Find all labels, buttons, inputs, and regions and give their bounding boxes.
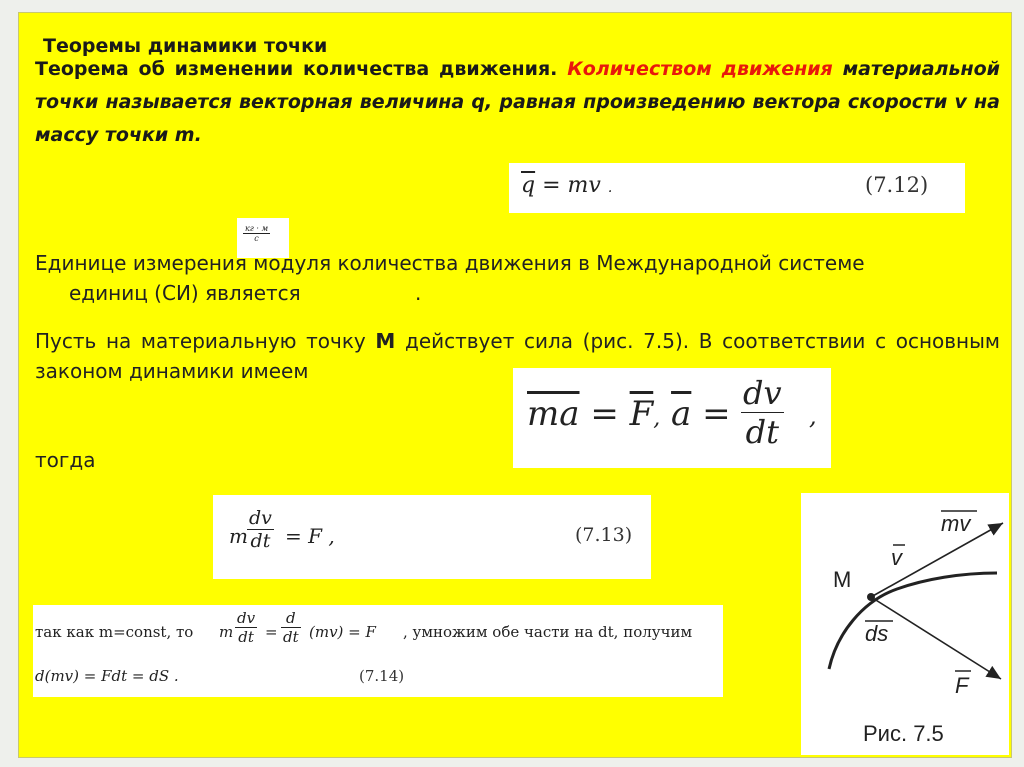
- label-m: M: [833, 567, 852, 592]
- theorem-paragraph: [35, 53, 1000, 152]
- eq-comma-2: ,: [809, 402, 817, 430]
- eq-force: $\overline{F}$: [629, 394, 654, 434]
- force-text-2: действует сила (рис. 7.5). В соответствии с основным законом динамики имеем: [35, 329, 1001, 383]
- unit-line-1: Единице измерения модуля количества движения в Международной системе: [35, 251, 865, 275]
- unit-line-2-text: единиц (СИ) является: [69, 281, 301, 305]
- theorem-name: Теорема об изменении количества движения.: [35, 58, 558, 80]
- eq14-denominator-2: dt: [283, 628, 299, 646]
- trajectory-curve: [829, 573, 997, 669]
- eq-rhs: = mv: [542, 173, 601, 198]
- slide: [18, 12, 1012, 758]
- figure-7-5: [801, 493, 1009, 755]
- eq-accel: $\overline{a}$: [671, 394, 692, 434]
- label-ds: ds: [865, 621, 889, 646]
- eq14-denominator-1: dt: [238, 628, 254, 646]
- eq14-equals: =: [265, 623, 278, 641]
- eq13-numerator: dv: [249, 507, 272, 529]
- equation-number-7-12: (7.12): [865, 173, 929, 197]
- eq14-numerator-1: dv: [237, 609, 256, 627]
- unit-numerator: кг · м: [245, 224, 269, 233]
- equation-7-12: [509, 163, 965, 213]
- eq14-suffix: , умножим обе части на dt, получим: [403, 623, 693, 641]
- label-f: F: [955, 673, 969, 698]
- point-m-dot: [867, 593, 875, 601]
- slide-title: Теоремы динамики точки: [43, 35, 328, 57]
- figure-caption: Рис. 7.5: [863, 721, 944, 746]
- eq13-m: m: [229, 524, 248, 548]
- unit-denominator: с: [254, 234, 259, 243]
- unit-line-2-end: .: [415, 281, 422, 305]
- label-mv: mv: [941, 511, 971, 536]
- then-word: тогда: [35, 448, 96, 472]
- eq-q-symbol: $\overline{q}$: [521, 173, 536, 198]
- eq14-numerator-2: d: [281, 609, 301, 628]
- eq14-mid: (mv) = F: [309, 623, 376, 641]
- eq13-rhs: = F ,: [285, 524, 335, 548]
- definition-text: материальной точки называется векторная величина q, равная произведению вектора скорости v на массу точки m.: [35, 58, 1000, 146]
- equation-newton-law: [513, 368, 831, 468]
- eq14-prefix: так как m=const, то: [35, 623, 194, 641]
- eq-ma: $\overline{ma}$: [527, 394, 580, 434]
- eq-equals-1: =: [590, 394, 619, 434]
- eq14-m: m: [219, 623, 234, 641]
- unit-line-2: [35, 278, 1000, 308]
- equation-7-13: [213, 495, 651, 579]
- force-text-1: Пусть на материальную точку: [35, 329, 366, 353]
- eq-comma-1: ,: [653, 406, 661, 431]
- equation-number-7-13: (7.13): [575, 524, 633, 546]
- figure-diagram: [801, 493, 1009, 755]
- label-v: v: [891, 545, 902, 570]
- force-arrow: [871, 597, 1001, 679]
- eq-dot: .: [607, 180, 613, 196]
- eq-equals-2: =: [702, 394, 731, 434]
- eq-law-numerator: dv: [743, 374, 782, 412]
- equation-7-14: [33, 605, 723, 697]
- eq13-denominator: dt: [250, 530, 271, 552]
- definition-term: Количеством движения: [567, 58, 833, 80]
- eq14-line-2: d(mv) = Fdt = dS .: [35, 667, 179, 685]
- point-label: M: [375, 329, 396, 353]
- eq-law-denominator: dt: [745, 413, 779, 451]
- unit-paragraph: [35, 248, 1000, 308]
- equation-number-7-14: (7.14): [359, 667, 405, 685]
